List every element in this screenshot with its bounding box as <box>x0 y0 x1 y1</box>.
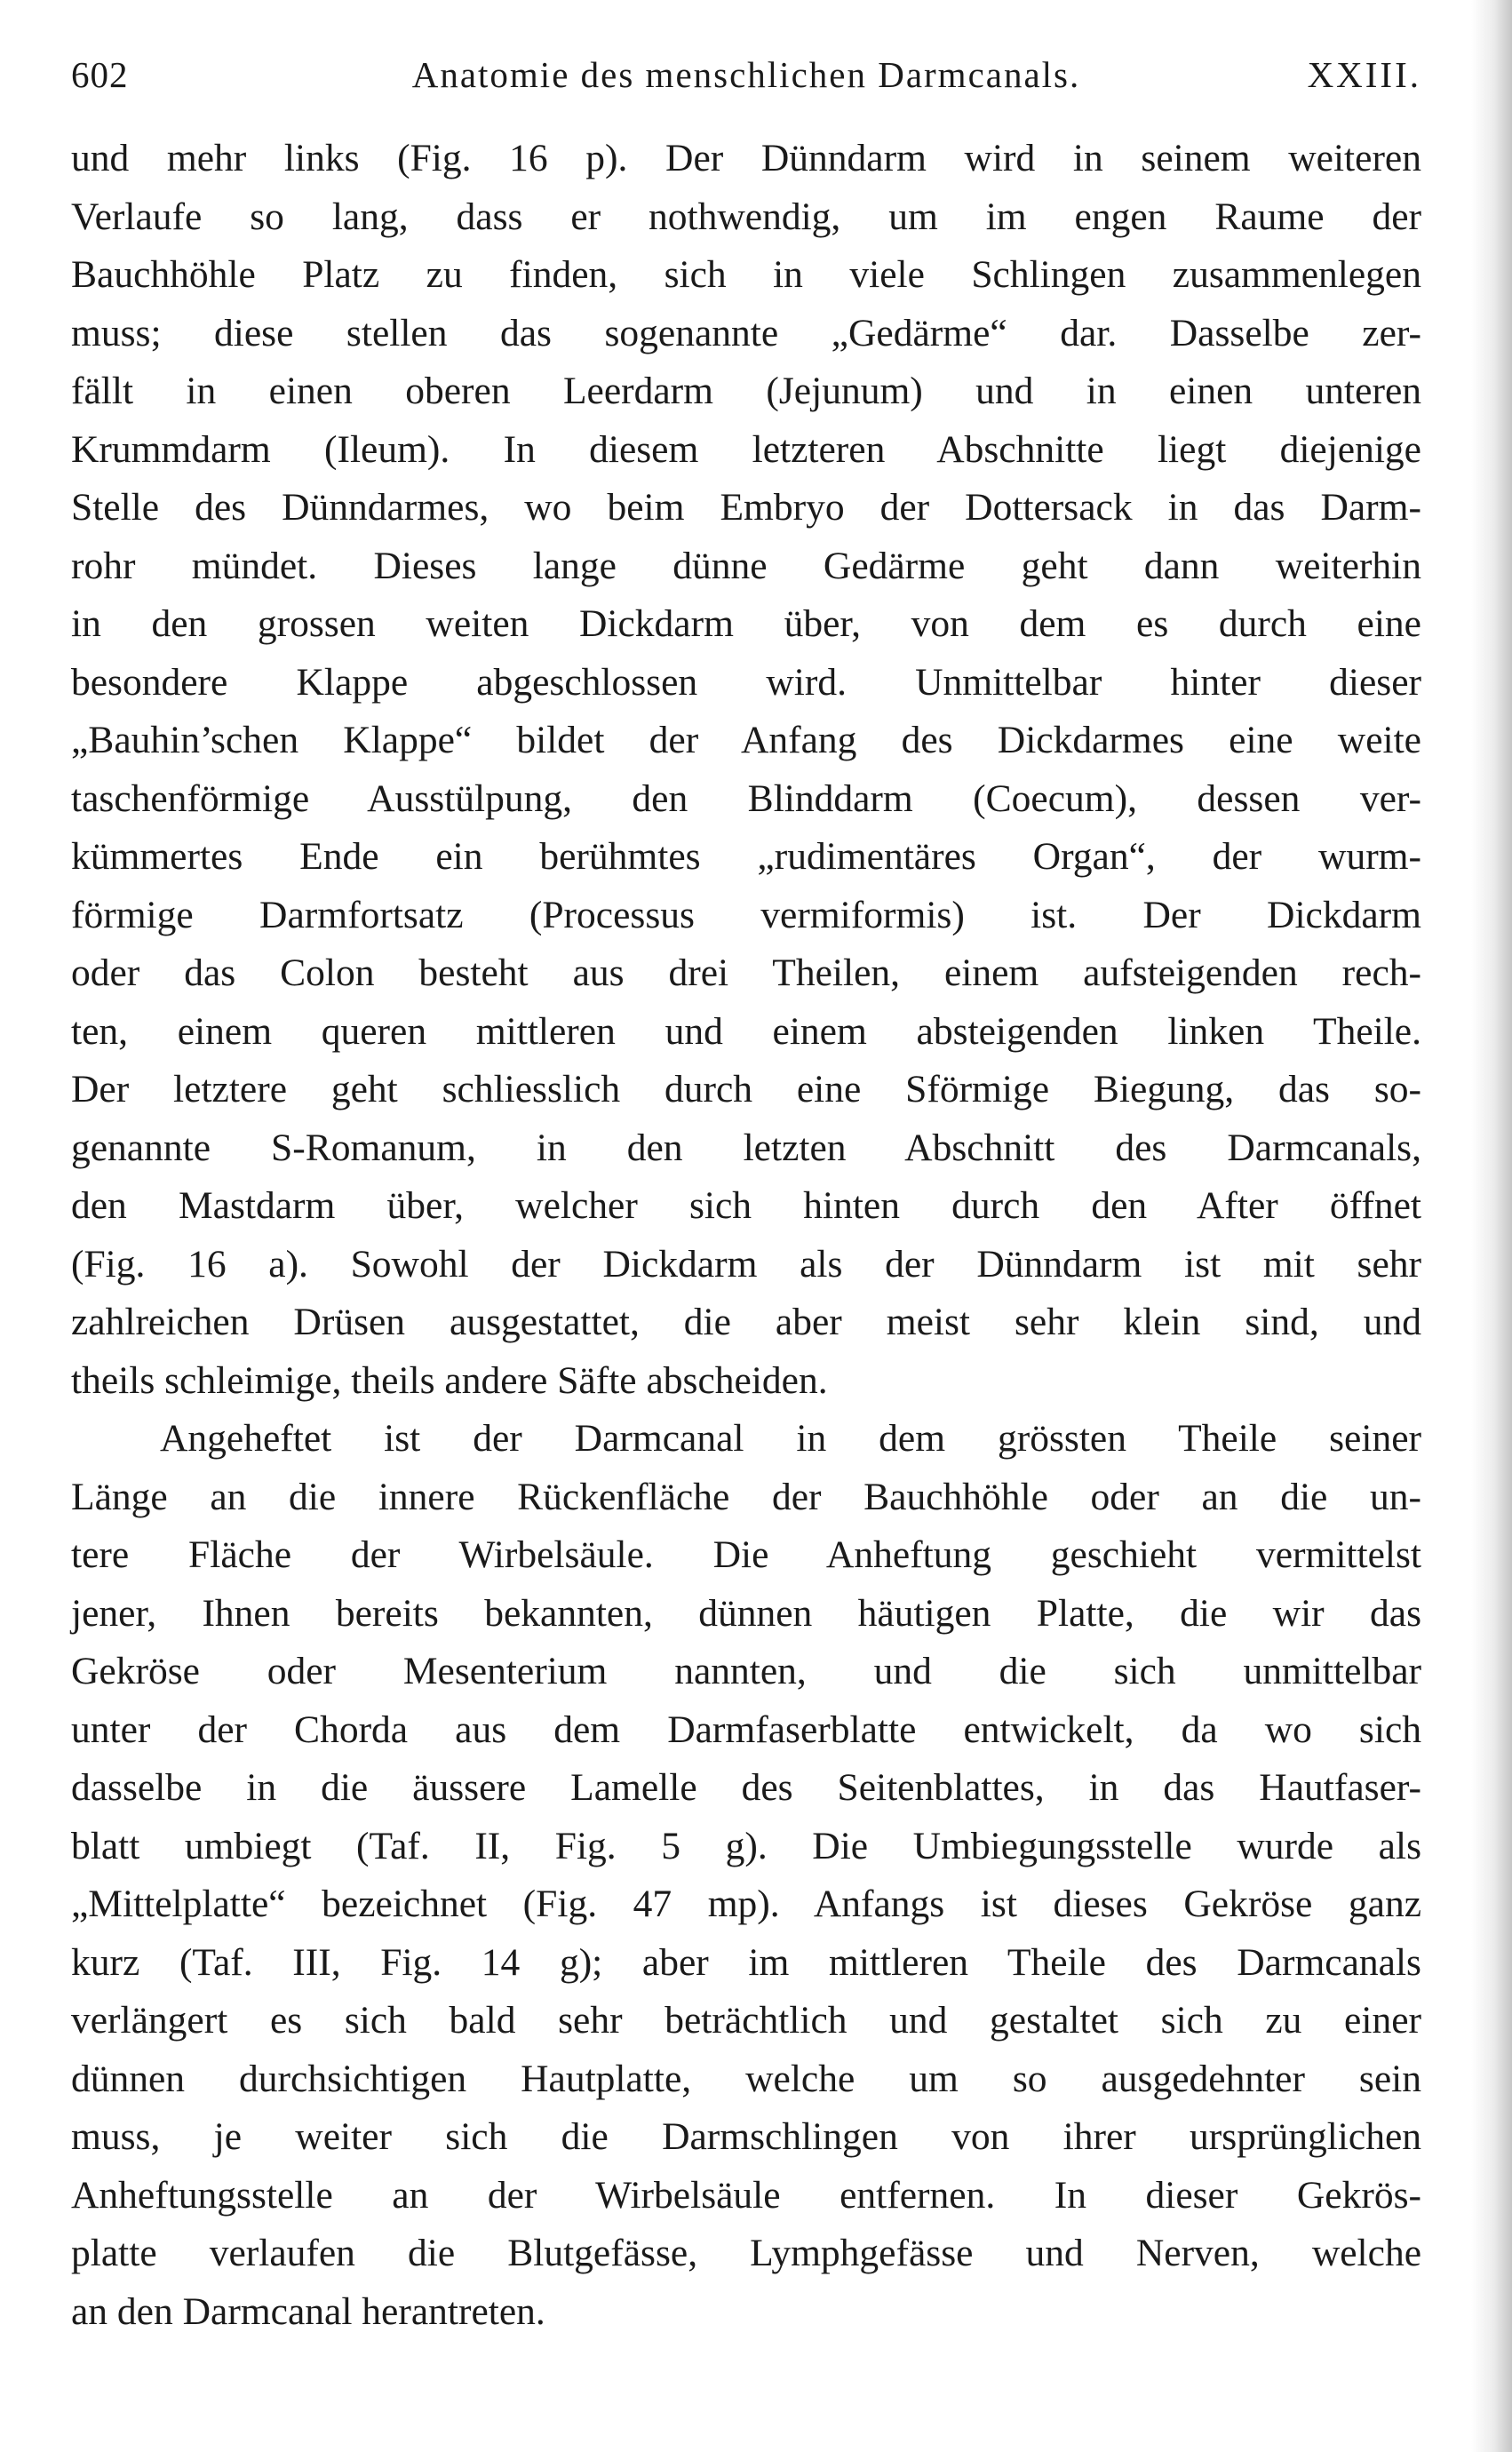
text-line: Der letztere geht schliesslich durch eine Sförmige Biegung, das so- <box>71 1068 1421 1111</box>
text-line: unter der Chorda aus dem Darmfaserblatte entwickelt, da wo sich <box>71 1708 1421 1751</box>
text-line: förmige Darmfortsatz (Processus vermiformis) ist. Der Dickdarm <box>71 893 1421 936</box>
text-line: muss, je weiter sich die Darmschlingen von ihrer ursprünglichen <box>71 2115 1421 2158</box>
text-line: blatt umbiegt (Taf. II, Fig. 5 g). Die Umbiegungsstelle wurde als <box>71 1824 1421 1867</box>
text-line: Stelle des Dünndarmes, wo beim Embryo der Dottersack in das Darm- <box>71 486 1421 529</box>
text-line: dasselbe in die äussere Lamelle des Seitenblattes, in das Hautfaser- <box>71 1766 1421 1809</box>
text-line: den Mastdarm über, welcher sich hinten durch den After öffnet <box>71 1184 1421 1227</box>
text-line: „Mittelplatte“ bezeichnet (Fig. 47 mp). Anfangs ist dieses Gekröse ganz <box>71 1883 1421 1925</box>
text-line: Bauchhöhle Platz zu finden, sich in viele Schlingen zusammenlegen <box>71 253 1421 296</box>
text-line: genannte S-Romanum, in den letzten Abschnitt des Darmcanals, <box>71 1126 1421 1169</box>
page-edge-shadow <box>1471 0 1512 2452</box>
text-line: verlängert es sich bald sehr beträchtlich und gestaltet sich zu einer <box>71 1999 1421 2042</box>
running-header <box>71 53 1421 107</box>
text-line: muss; diese stellen das sogenannte „Gedärme“ dar. Dasselbe zer- <box>71 311 1421 354</box>
text-line: Angeheftet ist der Darmcanal in dem grössten Theile seiner <box>160 1417 1421 1460</box>
body-text <box>71 130 1421 2341</box>
text-line: oder das Colon besteht aus drei Theilen, einem aufsteigenden rech- <box>71 951 1421 994</box>
paragraph-2 <box>71 1410 1421 2341</box>
text-line: fällt in einen oberen Leerdarm (Jejunum) und in einen unteren <box>71 370 1421 412</box>
text-line: Gekröse oder Mesenterium nannten, und die sich unmittelbar <box>71 1650 1421 1692</box>
running-title: Anatomie des menschlichen Darmcanals. <box>411 54 1081 95</box>
page-number: 602 <box>71 54 129 95</box>
paragraph-1 <box>71 130 1421 1410</box>
text-line: taschenförmige Ausstülpung, den Blinddarm (Coecum), dessen ver- <box>71 776 1421 820</box>
text-line: Krummdarm (Ileum). In diesem letzteren Abschnitte liegt diejenige <box>71 427 1421 471</box>
text-line: in den grossen weiten Dickdarm über, von dem es durch eine <box>71 602 1421 645</box>
text-line: besondere Klappe abgeschlossen wird. Unmittelbar hinter dieser <box>71 660 1421 704</box>
text-line: Verlaufe so lang, dass er nothwendig, um im engen Raume der <box>71 195 1421 238</box>
text-line: zahlreichen Drüsen ausgestattet, die aber meist sehr klein sind, und <box>71 1301 1421 1343</box>
text-line: ten, einem queren mittleren und einem absteigenden linken Theile. <box>71 1009 1421 1053</box>
text-line: an den Darmcanal herantreten. <box>71 2289 545 2333</box>
text-line: Anheftungsstelle an der Wirbelsäule entfernen. In dieser Gekrös- <box>71 2173 1421 2217</box>
text-line: Länge an die innere Rückenfläche der Bauchhöhle oder an die un- <box>71 1475 1421 1518</box>
chapter-number: XXIII. <box>1307 54 1421 95</box>
text-line: kümmertes Ende ein berühmtes „rudimentäres Organ“, der wurm- <box>71 835 1421 878</box>
text-line: rohr mündet. Dieses lange dünne Gedärme geht dann weiterhin <box>71 544 1421 587</box>
text-line: dünnen durchsichtigen Hautplatte, welche um so ausgedehnter sein <box>71 2057 1421 2100</box>
text-line: tere Fläche der Wirbelsäule. Die Anheftung geschieht vermittelst <box>71 1533 1421 1576</box>
text-line: theils schleimige, theils andere Säfte abscheiden. <box>71 1358 828 1402</box>
text-line: (Fig. 16 a). Sowohl der Dickdarm als der Dünndarm ist mit sehr <box>71 1242 1421 1286</box>
text-line: platte verlaufen die Blutgefässe, Lymphgefässe und Nerven, welche <box>71 2232 1421 2274</box>
text-line: und mehr links (Fig. 16 p). Der Dünndarm wird in seinem weiteren <box>71 137 1421 179</box>
text-line: kurz (Taf. III, Fig. 14 g); aber im mittleren Theile des Darmcanals <box>71 1940 1421 1984</box>
text-line: „Bauhin’schen Klappe“ bildet der Anfang des Dickdarmes eine weite <box>71 719 1421 761</box>
text-line: jener, Ihnen bereits bekannten, dünnen häutigen Platte, die wir das <box>71 1591 1421 1635</box>
